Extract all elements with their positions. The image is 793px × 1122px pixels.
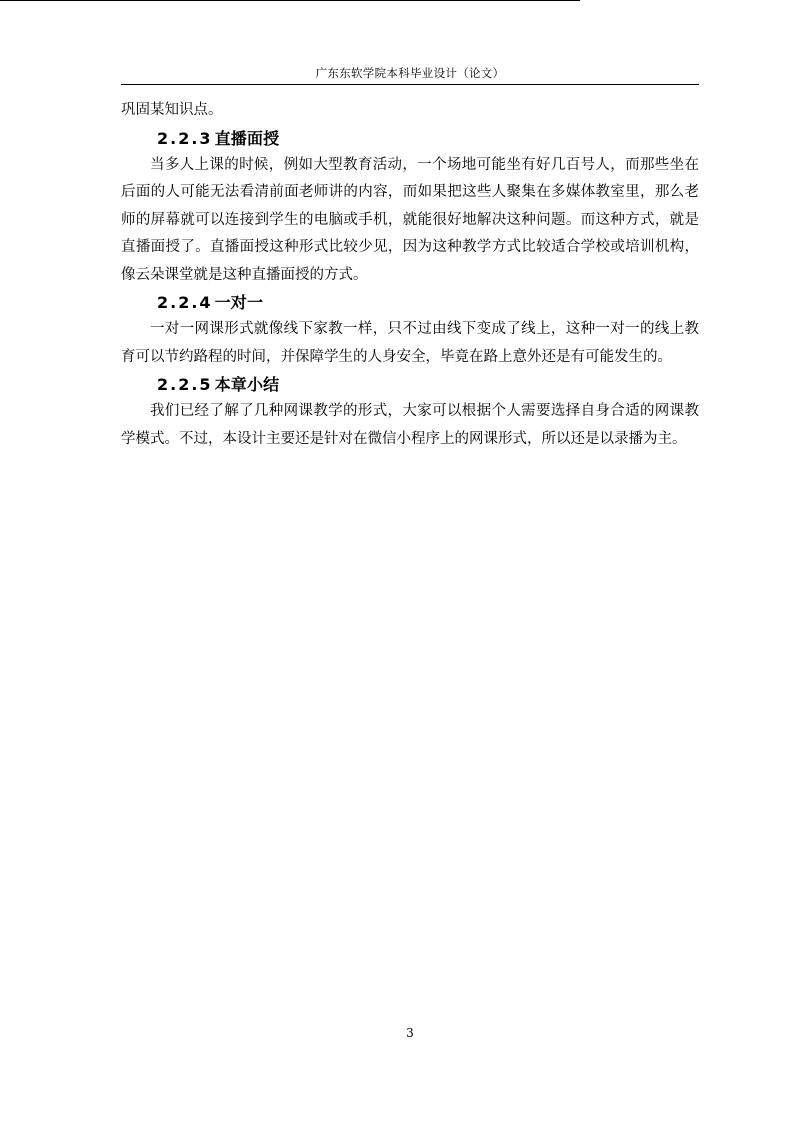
section-paragraph-2-2-5: 我们已经了解了几种网课教学的形式，大家可以根据个人需要选择自身合适的网课教学模式。不过，本设计主要还是针对在微信小程序上的网课形式，所以还是以录播为主。 — [121, 403, 699, 447]
running-header: 广东东软学院本科毕业设计（论文） — [315, 66, 505, 80]
section-title: 直播面授 — [214, 128, 280, 148]
intro-tail-paragraph: 巩固某知识点。 — [121, 102, 223, 118]
section-heading-2-2-4 — [121, 289, 699, 316]
section-number: 2.2.5 — [157, 375, 213, 394]
section-heading-2-2-3 — [121, 125, 699, 152]
top-rule — [0, 0, 580, 1]
page-number: 3 — [406, 1026, 414, 1040]
section-paragraph-2-2-4: 一对一网课形式就像线下家教一样，只不过由线下变成了线上，这种一对一的线上教育可以节约路程的时间，并保障学生的人身安全，毕竟在路上意外还是有可能发生的。 — [121, 321, 699, 365]
section-title: 本章小结 — [214, 375, 280, 394]
section-heading-2-2-5 — [121, 371, 699, 398]
section-number: 2.2.3 — [157, 128, 213, 148]
header-rule — [121, 84, 699, 85]
section-paragraph-2-2-3: 当多人上课的时候，例如大型教育活动，一个场地可能坐有好几百号人，而那些坐在后面的人可能无法看清前面老师讲的内容，而如果把这些人聚集在多媒体教室里，那么老师的屏幕就可以连接到学生的电脑或手机，就能很好地解决这种问题。而这种方式，就是直播面授了。直播面授这种形式比较少见，因为这种教学方式比较适合学校或培训机构，像云朵课堂就是这种直播面授的方式。 — [121, 156, 699, 283]
section-number: 2.2.4 — [157, 293, 213, 312]
section-title: 一对一 — [214, 293, 264, 312]
page-body — [121, 97, 699, 453]
